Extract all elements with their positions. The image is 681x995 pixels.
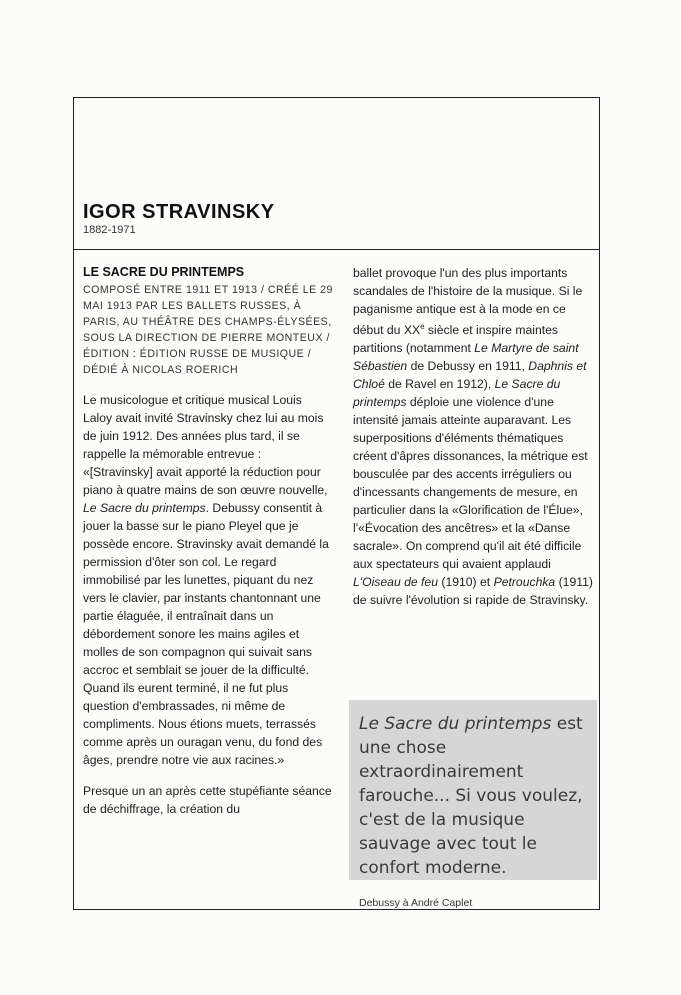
composer-name: IGOR STRAVINSKY <box>83 201 275 223</box>
work-title-italic: Petrouchka <box>493 575 556 590</box>
work-title-italic: Le Martyre de saint Sébastien <box>353 341 579 374</box>
work-title: LE SACRE DU PRINTEMPS <box>83 265 245 279</box>
composer-dates: 1882-1971 <box>83 224 136 236</box>
superscript-e: e <box>420 322 425 331</box>
paragraph-text: (1911) de suivre l'évolution si rapide de Stravinsky. <box>353 575 593 608</box>
quote-attribution: Debussy à André Caplet <box>359 897 473 909</box>
paragraph-text: déploie une violence d'une intensité jamais atteinte auparavant. Les superpositions d'éléments thématiques créent d'âpres dissonances, la métrique est bousculée par des accents irréguliers ou d'incessants changements de mesure, en particulier dans la «Glorification de l'Élue», l'«Évocation des ancêtres» et la «Danse sacrale». On comprend qu'il ait été difficile aux spectateurs qui avaient applaudi <box>353 395 588 572</box>
quote-work-title: Le Sacre du printemps <box>359 714 552 734</box>
paragraph-text: de Ravel en 1912), <box>384 377 495 392</box>
paragraph-text: . Debussy consentit à jouer la basse sur le piano Pleyel que je possède encore. Stravinsky avait demandé la permission d'ôter son col. Le regard immobilisé par les lunettes, piquant du nez vers le clavier, par instants chantonnant une partie élaguée, il entraînait dans un débordement sonore les mains agiles et molles de son compagnon qui suivait sans accroc et semblait se jouer de la difficulté. Quand ils eurent terminé, il ne fut plus question d'embrassades, ni même de compliments. Nous étions muets, terrassés comme après un ouragan venu, du fond des âges, prendre notre vie aux racines.» <box>83 501 329 767</box>
paragraph-continued <box>353 264 593 609</box>
paragraph-text: siècle et inspire maintes partitions (notamment <box>353 323 558 356</box>
work-details: COMPOSÉ ENTRE 1911 ET 1913 / CRÉÉ LE 29 MAI 1913 PAR LES BALLETS RUSSES, À PARIS, AU THÉÂTRE DES CHAMPS-ÉLYSÉES, SOUS LA DIRECTION DE PIERRE MONTEUX / ÉDITION : ÉDITION RUSSE DE MUSIQUE / DÉDIÉ À NICOLAS ROERICH <box>83 284 333 376</box>
paragraph-text: Presque un an après cette stupéfiante séance de déchiffrage, la création du <box>83 784 332 816</box>
work-title-italic: Daphnis et Chloé <box>353 359 587 392</box>
right-column <box>353 264 593 609</box>
work-title-italic: Le Sacre du printemps <box>353 377 561 410</box>
quote-text <box>359 712 587 880</box>
program-page <box>73 97 600 910</box>
quote-body: est une chose extraordinairement farouche... Si vous voulez, c'est de la musique sauvage avec tout le confort moderne. <box>359 714 583 878</box>
paragraph-text: ballet provoque l'un des plus importants scandales de l'histoire de la musique. Si le paganisme antique est à la mode en ce début du XX <box>353 266 583 338</box>
paragraph-text: de Debussy en 1911, <box>407 359 529 374</box>
paragraph-premiere <box>83 782 333 818</box>
work-title-italic: Le Sacre du printemps <box>83 501 206 515</box>
page-header <box>74 98 599 250</box>
paragraph-laloy <box>83 391 333 769</box>
work-title-italic: L'Oiseau de feu <box>353 575 438 590</box>
left-column <box>83 264 333 818</box>
paragraph-text: Le musicologue et critique musical Louis Laloy avait invité Stravinsky chez lui au mois de juin 1912. Des années plus tard, il se rappelle la mémorable entrevue : «[Stravinsky] avait apporté la réduction pour piano à quatre mains de son œuvre nouvelle, <box>83 393 328 497</box>
pull-quote <box>349 700 597 909</box>
paragraph-text: (1910) et <box>438 575 494 590</box>
